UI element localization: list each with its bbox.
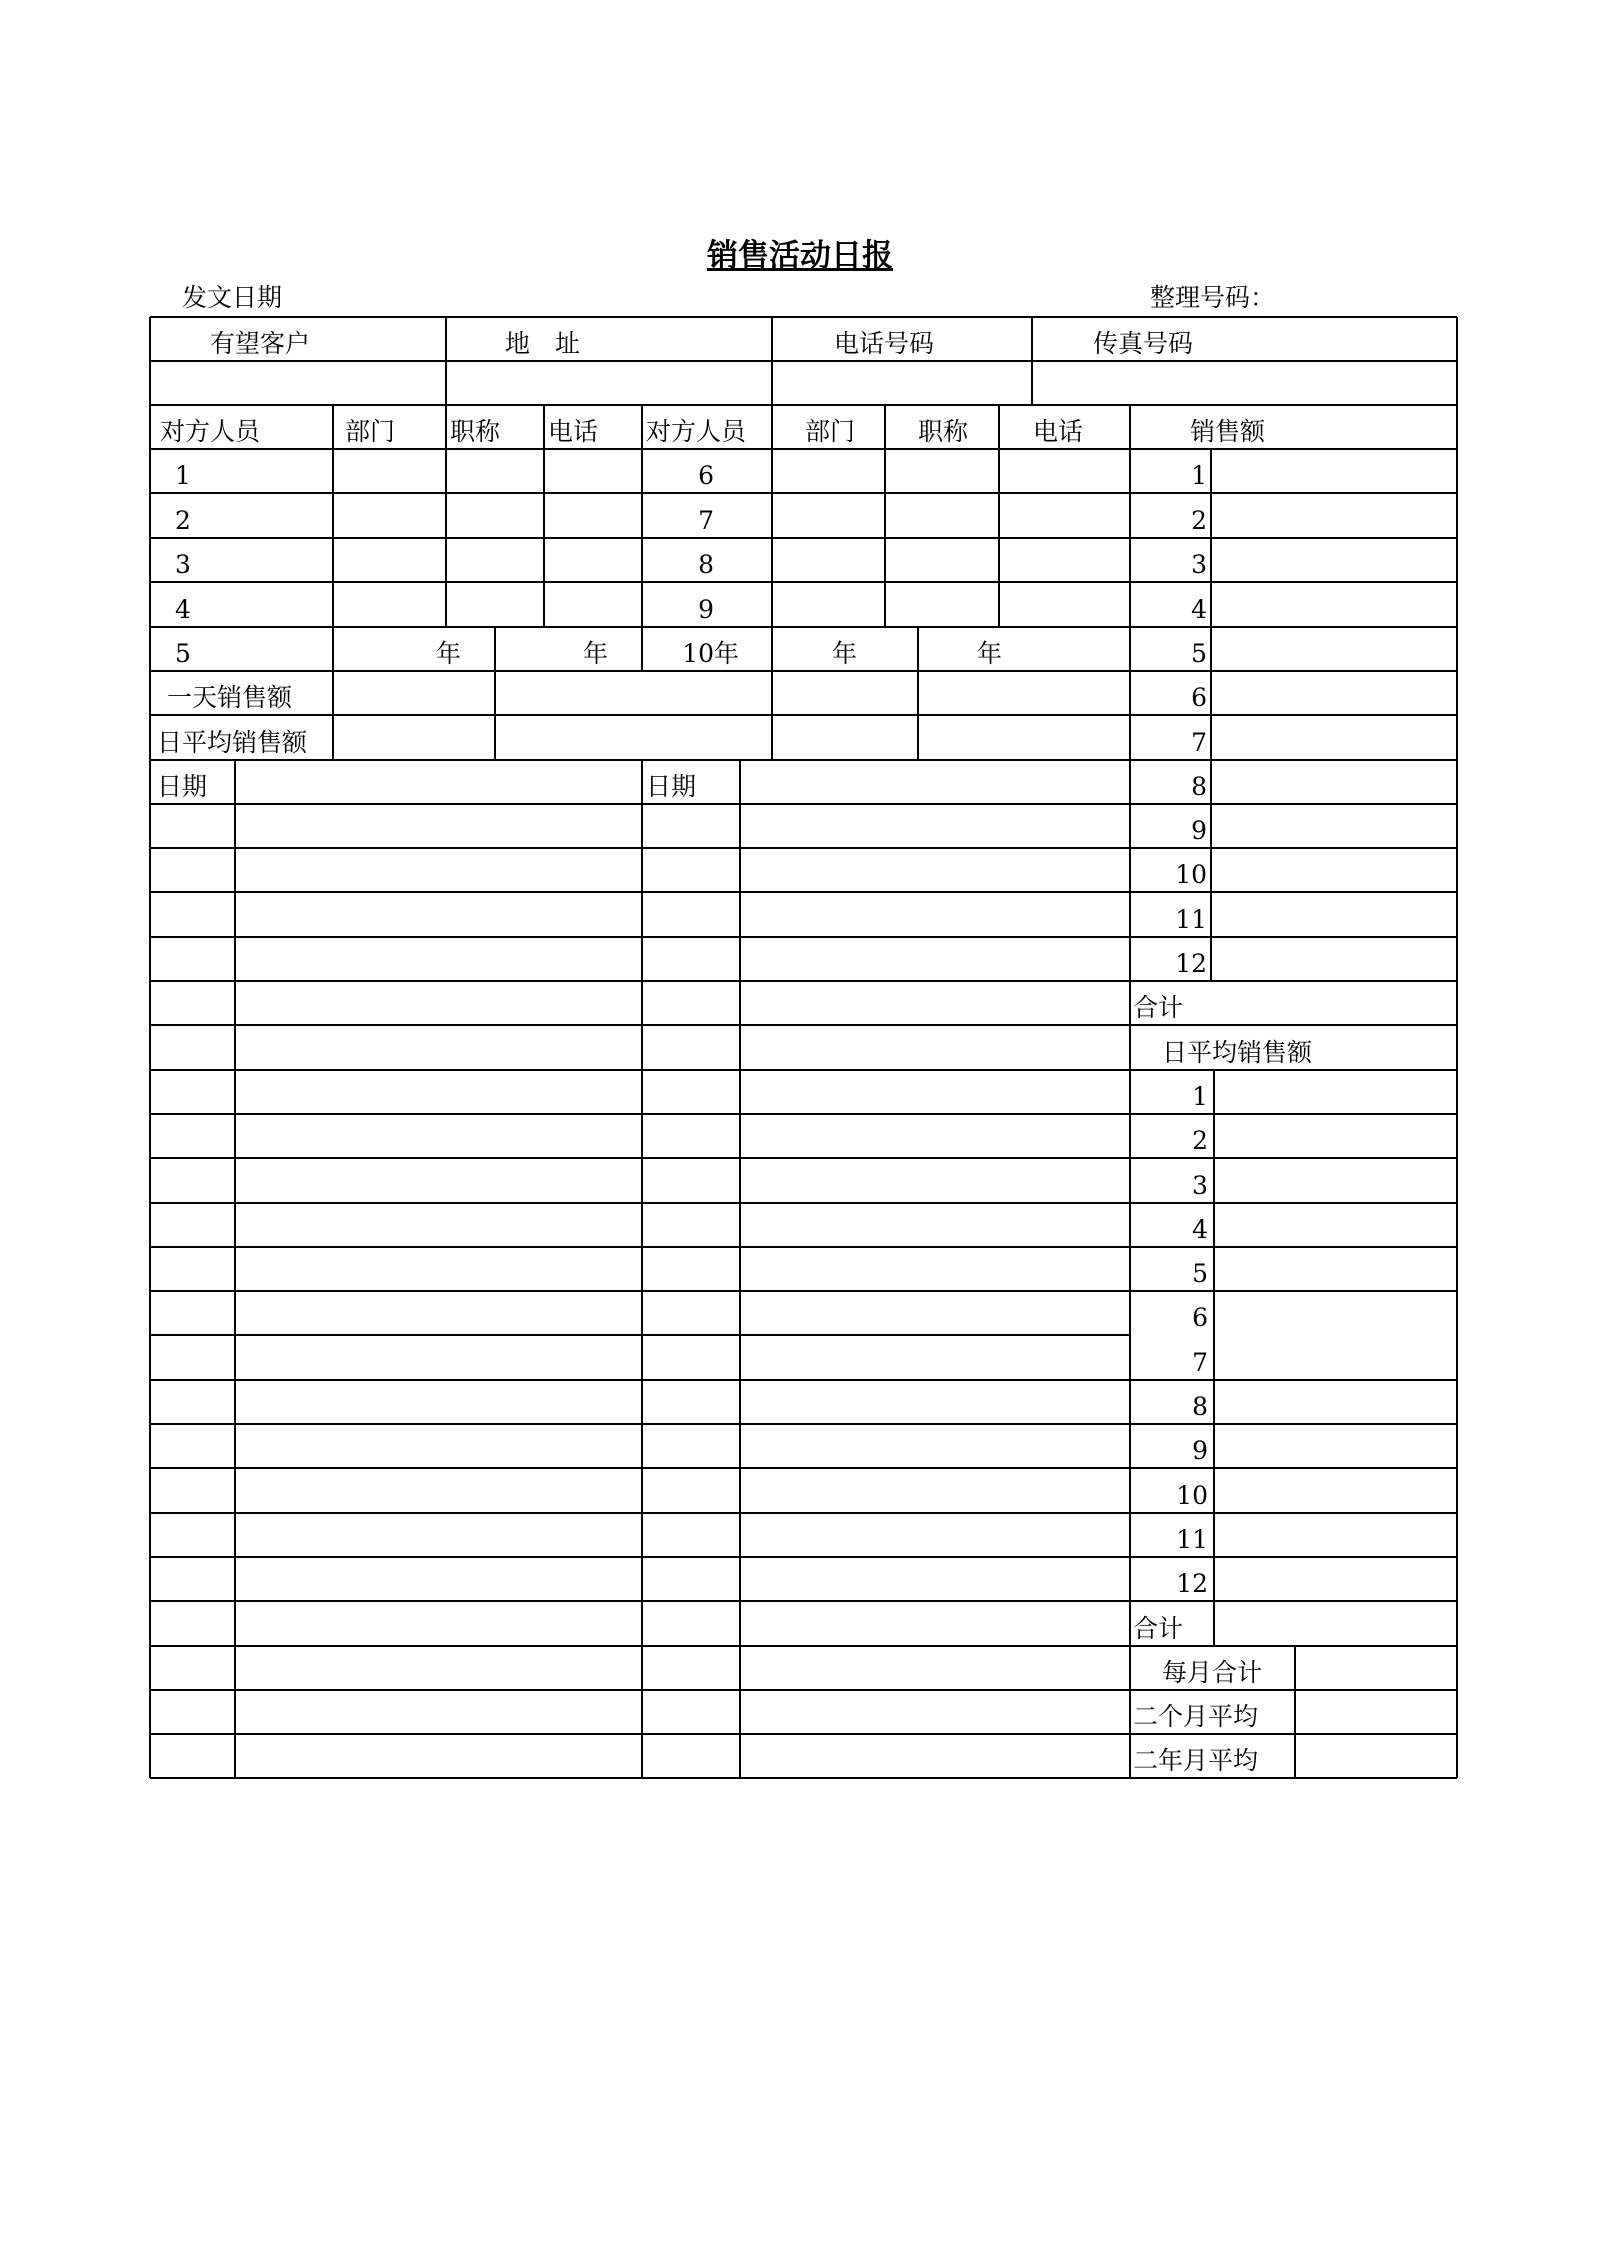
grid-line bbox=[150, 492, 1457, 494]
grid-line bbox=[150, 1379, 1457, 1381]
contact-number: 7 bbox=[698, 506, 714, 535]
monthly-sales-month: 4 bbox=[1191, 595, 1207, 624]
fax-label: 传真号码 bbox=[1093, 329, 1194, 358]
contacts-header-6: 部门 bbox=[805, 417, 856, 446]
grid-line bbox=[150, 1645, 1457, 1647]
grid-line bbox=[917, 627, 919, 760]
monthly-sales-month: 2 bbox=[1191, 506, 1207, 535]
contacts-header-8: 电话 bbox=[1033, 417, 1084, 446]
monthly-sales-month: 1 bbox=[1191, 461, 1207, 490]
phone-label: 电话号码 bbox=[834, 329, 935, 358]
grid-line bbox=[150, 1069, 1457, 1071]
year-label: 年 bbox=[583, 639, 609, 668]
monthly-daily-average-month: 4 bbox=[1192, 1215, 1208, 1244]
grid-line bbox=[150, 1157, 1457, 1159]
monthly-daily-average-month: 5 bbox=[1192, 1259, 1208, 1288]
grid-line bbox=[150, 316, 1457, 318]
contacts-header-4: 电话 bbox=[548, 417, 599, 446]
grid-line bbox=[150, 1423, 1457, 1425]
grid-line bbox=[150, 1512, 1457, 1514]
contacts-header-3: 职称 bbox=[450, 417, 501, 446]
issue-date-label: 发文日期 bbox=[182, 283, 283, 312]
grid-line bbox=[150, 670, 1457, 672]
contacts-header-2: 部门 bbox=[345, 417, 396, 446]
report-title: 销售活动日报 bbox=[707, 238, 893, 274]
monthly-daily-average-header: 日平均销售额 bbox=[1162, 1038, 1313, 1067]
grid-line bbox=[150, 847, 1457, 849]
grid-line bbox=[150, 1689, 1457, 1691]
monthly-sales-month: 6 bbox=[1191, 683, 1207, 712]
monthly-sales-month: 5 bbox=[1191, 639, 1207, 668]
grid-line bbox=[150, 936, 1457, 938]
grid-line bbox=[150, 1467, 1457, 1469]
monthly-daily-average-total: 合计 bbox=[1133, 1614, 1184, 1643]
grid-line bbox=[445, 405, 447, 627]
grid-line bbox=[150, 1600, 1457, 1602]
grid-line bbox=[150, 537, 1457, 539]
grid-line bbox=[150, 759, 1457, 761]
grid-line bbox=[150, 1024, 1457, 1026]
year-label: 年 bbox=[714, 639, 740, 668]
monthly-daily-average-month: 6 bbox=[1192, 1303, 1208, 1332]
grid-line bbox=[150, 1202, 1457, 1204]
contact-number: 9 bbox=[698, 595, 714, 624]
monthly-daily-average-month: 7 bbox=[1192, 1348, 1208, 1377]
monthly-sales-month: 3 bbox=[1191, 550, 1207, 579]
daily-average-label: 日平均销售额 bbox=[157, 728, 308, 757]
contact-number: 4 bbox=[175, 595, 191, 624]
grid-line bbox=[771, 627, 773, 760]
year-label: 年 bbox=[436, 639, 462, 668]
monthly-daily-average-month: 8 bbox=[1192, 1392, 1208, 1421]
diary-date-label-right: 日期 bbox=[646, 772, 697, 801]
grid-line bbox=[150, 448, 1457, 450]
contact-number: 10 bbox=[682, 639, 714, 668]
monthly-sales-month: 7 bbox=[1191, 728, 1207, 757]
grid-line bbox=[1210, 449, 1212, 981]
grid-line bbox=[771, 405, 773, 627]
grid-line bbox=[150, 980, 1457, 982]
monthly-sales-month: 12 bbox=[1175, 949, 1207, 978]
grid-line bbox=[884, 405, 886, 627]
year-label: 年 bbox=[832, 639, 858, 668]
contact-number: 8 bbox=[698, 550, 714, 579]
monthly-sales-month: 9 bbox=[1191, 816, 1207, 845]
monthly-daily-average-month: 11 bbox=[1176, 1525, 1208, 1554]
grid-line bbox=[771, 317, 773, 405]
grid-line bbox=[543, 405, 545, 627]
grid-line bbox=[150, 1334, 1130, 1336]
monthly-sales-total: 合计 bbox=[1133, 993, 1184, 1022]
monthly-daily-average-month: 1 bbox=[1192, 1082, 1208, 1111]
monthly-daily-average-month: 2 bbox=[1192, 1126, 1208, 1155]
grid-line bbox=[150, 404, 1457, 406]
monthly-sales-month: 11 bbox=[1175, 905, 1207, 934]
grid-line bbox=[150, 360, 1457, 362]
contact-number: 2 bbox=[175, 506, 191, 535]
grid-line bbox=[150, 1777, 1457, 1779]
grid-line bbox=[150, 1113, 1457, 1115]
grid-line bbox=[150, 1733, 1457, 1735]
contacts-header-7: 职称 bbox=[918, 417, 969, 446]
two-year-month-average-label: 二年月平均 bbox=[1133, 1746, 1259, 1775]
grid-line bbox=[641, 760, 643, 1778]
grid-line bbox=[739, 760, 741, 1778]
grid-line bbox=[1031, 317, 1033, 405]
contact-number: 5 bbox=[175, 639, 191, 668]
monthly-sales-header: 销售额 bbox=[1190, 417, 1266, 446]
contact-number: 1 bbox=[175, 461, 191, 490]
grid-line bbox=[150, 714, 1457, 716]
grid-line bbox=[332, 405, 334, 627]
grid-line bbox=[332, 627, 334, 760]
grid-line bbox=[150, 891, 1457, 893]
grid-line bbox=[149, 317, 151, 1778]
year-label: 年 bbox=[977, 639, 1003, 668]
monthly-daily-average-month: 10 bbox=[1176, 1481, 1208, 1510]
grid-line bbox=[150, 581, 1457, 583]
contact-number: 3 bbox=[175, 550, 191, 579]
daily-sales-label: 一天销售额 bbox=[167, 683, 293, 712]
contact-number: 6 bbox=[698, 461, 714, 490]
grid-line bbox=[1456, 317, 1458, 1778]
grid-line bbox=[234, 760, 236, 1778]
contacts-header-1: 对方人员 bbox=[160, 417, 261, 446]
address-label: 地 址 bbox=[505, 329, 581, 358]
grid-line bbox=[150, 626, 1457, 628]
grid-line bbox=[445, 317, 447, 405]
monthly-sales-month: 8 bbox=[1191, 772, 1207, 801]
reference-no-label: 整理号码： bbox=[1150, 283, 1276, 312]
monthly-daily-average-month: 12 bbox=[1176, 1569, 1208, 1598]
monthly-daily-average-month: 9 bbox=[1192, 1436, 1208, 1465]
grid-line bbox=[150, 1290, 1457, 1292]
two-month-average-label: 二个月平均 bbox=[1133, 1702, 1259, 1731]
grid-line bbox=[998, 405, 1000, 627]
grid-line bbox=[150, 1556, 1457, 1558]
monthly-total-label: 每月合计 bbox=[1162, 1658, 1263, 1687]
contacts-header-5: 对方人员 bbox=[646, 417, 747, 446]
grid-line bbox=[1294, 1646, 1296, 1778]
grid-line bbox=[494, 627, 496, 760]
prospect-label: 有望客户 bbox=[210, 329, 311, 358]
monthly-sales-month: 10 bbox=[1175, 860, 1207, 889]
grid-line bbox=[1213, 1070, 1215, 1646]
grid-line bbox=[150, 803, 1457, 805]
monthly-daily-average-month: 3 bbox=[1192, 1171, 1208, 1200]
grid-line bbox=[150, 1246, 1457, 1248]
diary-date-label-left: 日期 bbox=[157, 772, 208, 801]
